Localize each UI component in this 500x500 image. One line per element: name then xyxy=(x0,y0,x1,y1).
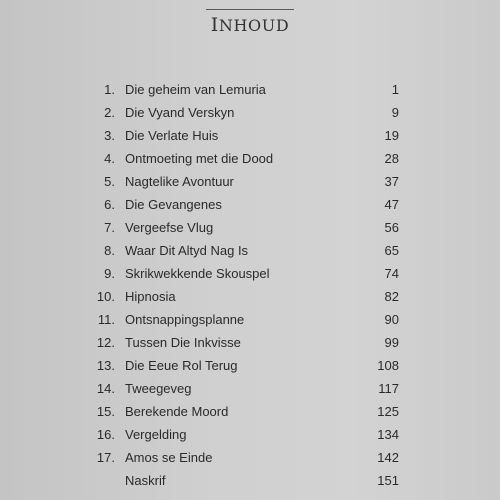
chapter-number: 15. xyxy=(96,404,115,419)
toc-entry xyxy=(0,264,500,284)
toc-entry xyxy=(0,195,500,215)
toc-entry xyxy=(0,103,500,123)
toc-entry xyxy=(0,149,500,169)
page-number: 37 xyxy=(384,174,399,189)
chapter-number: 1. xyxy=(104,82,115,97)
chapter-title: Berekende Moord xyxy=(125,404,229,419)
chapter-title: Tweegeveg xyxy=(125,381,192,396)
page-number: 117 xyxy=(378,381,399,396)
toc-entry xyxy=(0,310,500,330)
page-number: 125 xyxy=(377,404,399,419)
chapter-title: Nagtelike Avontuur xyxy=(125,174,234,189)
toc-entry xyxy=(0,241,500,261)
page-number: 9 xyxy=(391,105,399,120)
toc-entry-epilogue xyxy=(0,471,500,491)
toc-entry xyxy=(0,126,500,146)
page-number: 90 xyxy=(384,312,399,327)
chapter-title: Vergelding xyxy=(125,427,187,442)
page-number: 99 xyxy=(384,335,399,350)
chapter-number: 13. xyxy=(96,358,115,373)
chapter-number: 4. xyxy=(104,151,115,166)
chapter-number: 6. xyxy=(104,197,115,212)
title-initial: I xyxy=(210,14,219,36)
toc-entry xyxy=(0,333,500,353)
chapter-title: Die Gevangenes xyxy=(125,197,222,212)
chapter-number: 16. xyxy=(96,427,115,442)
chapter-number: 8. xyxy=(104,243,115,258)
chapter-number: 14. xyxy=(96,381,115,396)
chapter-number: 5. xyxy=(104,174,115,189)
header-rule xyxy=(206,9,294,10)
chapter-number: 9. xyxy=(104,266,115,281)
page-number: 28 xyxy=(384,151,399,166)
toc-entry xyxy=(0,425,500,445)
page-number: 151 xyxy=(377,473,399,488)
toc-entry xyxy=(0,287,500,307)
toc-entry xyxy=(0,80,500,100)
page-title xyxy=(0,14,500,36)
chapter-title: Die geheim van Lemuria xyxy=(125,82,266,97)
page-number: 56 xyxy=(384,220,399,235)
page-number: 134 xyxy=(377,427,399,442)
chapter-title: Die Eeue Rol Terug xyxy=(125,358,238,373)
chapter-number: 11. xyxy=(97,312,115,327)
chapter-title: Die Vyand Verskyn xyxy=(125,105,235,120)
chapter-title: Ontsnappingsplanne xyxy=(125,312,245,327)
page-number: 108 xyxy=(377,358,399,373)
toc-entry xyxy=(0,379,500,399)
page-number: 47 xyxy=(384,197,399,212)
chapter-title: Tussen Die Inkvisse xyxy=(125,335,241,350)
chapter-title: Hipnosia xyxy=(125,289,176,304)
toc-entry xyxy=(0,448,500,468)
chapter-title: Vergeefse Vlug xyxy=(125,220,214,235)
chapter-title: Skrikwekkende Skouspel xyxy=(125,266,270,281)
chapter-number: 17. xyxy=(96,450,115,465)
page-number: 74 xyxy=(384,266,399,281)
toc-entry xyxy=(0,402,500,422)
chapter-number: 10. xyxy=(96,289,115,304)
chapter-number: 3. xyxy=(104,128,115,143)
toc-entry xyxy=(0,172,500,192)
chapter-title: Waar Dit Altyd Nag Is xyxy=(125,243,249,258)
chapter-title: Ontmoeting met die Dood xyxy=(125,151,274,166)
toc-entry xyxy=(0,356,500,376)
chapter-number: 7. xyxy=(104,220,115,235)
chapter-number: 12. xyxy=(96,335,115,350)
chapter-number: 2. xyxy=(104,105,115,120)
title-rest: NHOUD xyxy=(218,16,290,35)
page-number: 1 xyxy=(391,82,399,97)
chapter-title: Die Verlate Huis xyxy=(125,128,219,143)
toc-entry xyxy=(0,218,500,238)
chapter-title: Amos se Einde xyxy=(125,450,213,465)
page-number: 19 xyxy=(384,128,399,143)
page-number: 82 xyxy=(384,289,399,304)
epilogue-title: Naskrif xyxy=(125,473,166,488)
page-number: 142 xyxy=(377,450,399,465)
page-number: 65 xyxy=(384,243,399,258)
